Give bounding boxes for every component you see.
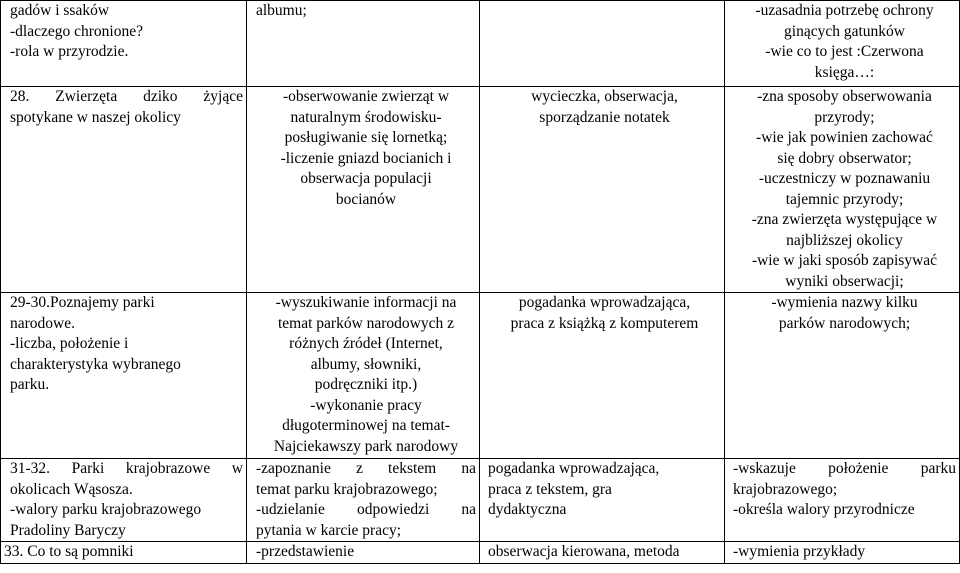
cell-line: gadów i ssaków <box>10 2 110 19</box>
cell-line: praca z tekstem, gra <box>488 480 612 498</box>
methods-cell <box>480 293 725 459</box>
activities-cell <box>247 542 480 564</box>
cell-line: temat parku krajobrazowego; <box>256 480 438 498</box>
cell-line: parku. <box>10 376 50 393</box>
methods-cell <box>480 87 725 293</box>
cell-line: -wie co to jest :Czerwona <box>765 43 924 60</box>
cell-line: 31-32. Parki krajobrazowe w <box>10 460 243 477</box>
cell-line: -zapoznanie z tekstem na <box>256 460 476 477</box>
cell-line: -wyszukiwanie informacji na <box>275 294 457 311</box>
cell-line: bocianów <box>335 190 397 208</box>
activities-cell <box>247 87 480 293</box>
cell-line: -liczba, położenie i <box>10 335 129 352</box>
cell-line: albumu; <box>256 2 307 19</box>
cell-line: ginących gatunków <box>784 22 905 40</box>
topic-cell <box>1 459 247 542</box>
cell-line: wyniki obserwacji; <box>785 272 904 290</box>
cell-line: przyrody; <box>814 108 875 126</box>
cell-line: -uzasadnia potrzebę ochrony <box>755 2 934 19</box>
cell-line: naturalnym środowisku- <box>290 108 442 126</box>
cell-line: dydaktyczna <box>488 501 567 518</box>
cell-line: -dlaczego chronione? <box>10 22 143 40</box>
cell-line: wycieczka, obserwacja, <box>531 88 678 105</box>
cell-line: -określa walory przyrodnicze <box>733 501 915 518</box>
cell-line: albumy, słowniki, <box>310 355 422 373</box>
cell-line: -walory parku krajobrazowego <box>10 501 202 518</box>
cell-line: -zna zwierzęta występujące w <box>751 211 938 228</box>
activities-cell <box>247 1 480 87</box>
cell-line: -zna sposoby obserwowania <box>757 88 932 105</box>
cell-line: -wie jak powinien zachować <box>756 129 933 146</box>
cell-line: pogadanka wprowadzająca, <box>518 294 691 311</box>
cell-line: 29-30.Poznajemy parki <box>10 294 155 311</box>
cell-line: parków narodowych; <box>778 314 911 332</box>
cell-line: Pradoliny Baryczy <box>10 521 126 539</box>
cell-line: praca z książką z komputerem <box>510 314 699 332</box>
cell-line: długoterminowej na temat- <box>282 417 450 434</box>
cell-line: -wskazuje położenie parku <box>733 460 956 477</box>
outcomes-cell <box>725 459 960 542</box>
outcomes-cell <box>725 293 960 459</box>
methods-cell <box>480 542 725 564</box>
cell-line: sporządzanie notatek <box>539 108 670 126</box>
cell-line: -wymienia przykłady <box>733 543 866 560</box>
cell-line: temat parków narodowych z <box>277 314 455 332</box>
outcomes-cell <box>725 87 960 293</box>
topic-cell <box>1 542 247 564</box>
cell-line: -uczestniczy w poznawaniu <box>758 170 931 187</box>
cell-line: -przedstawienie <box>256 543 355 560</box>
methods-cell <box>480 459 725 542</box>
cell-line: -rola w przyrodzie. <box>10 43 129 60</box>
cell-line: obserwacja populacji <box>300 170 432 187</box>
table-row <box>1 1 960 87</box>
cell-line: najbliższej okolicy <box>786 231 903 249</box>
table-row <box>1 87 960 293</box>
methods-cell <box>480 1 725 87</box>
cell-line: -obserwowanie zwierząt w <box>282 88 450 105</box>
cell-line: podręczniki itp.) <box>314 376 418 393</box>
cell-line: -wykonanie pracy <box>310 396 422 414</box>
cell-line: Najciekawszy park narodowy <box>273 437 459 455</box>
cell-line: 33. Co to są pomniki <box>4 543 134 560</box>
cell-line: księga…: <box>814 63 875 81</box>
table-row <box>1 459 960 542</box>
cell-line: się dobry obserwator; <box>777 149 912 167</box>
topic-cell <box>1 293 247 459</box>
cell-line: spotykane w naszej okolicy <box>10 108 181 126</box>
cell-line: narodowe. <box>10 314 75 332</box>
cell-line: -liczenie gniazd bocianich i <box>280 149 452 167</box>
outcomes-cell <box>725 542 960 564</box>
activities-cell <box>247 459 480 542</box>
cell-line: krajobrazowego; <box>733 480 838 498</box>
topic-cell <box>1 87 247 293</box>
topic-cell <box>1 1 247 87</box>
table-row <box>1 542 960 564</box>
cell-line: -wie w jaki sposób zapisywać <box>751 252 938 269</box>
cell-line: 28. Zwierzęta dziko żyjące <box>10 88 243 105</box>
cell-line: charakterystyka wybranego <box>10 355 181 373</box>
cell-line: -wymienia nazwy kilku <box>771 294 918 311</box>
cell-line: posługiwanie się lornetką; <box>284 129 448 146</box>
outcomes-cell <box>725 1 960 87</box>
cell-line: pytania w karcie pracy; <box>256 521 402 539</box>
cell-line: różnych źródeł (Internet, <box>289 335 443 352</box>
activities-cell <box>247 293 480 459</box>
cell-line: obserwacja kierowana, metoda <box>488 543 680 560</box>
cell-line: okolicach Wąsosza. <box>10 480 133 498</box>
table-row <box>1 293 960 459</box>
cell-line: tajemnic przyrody; <box>785 190 904 208</box>
cell-line: -udzielanie odpowiedzi na <box>256 501 476 518</box>
cell-line: pogadanka wprowadzająca, <box>488 460 660 477</box>
